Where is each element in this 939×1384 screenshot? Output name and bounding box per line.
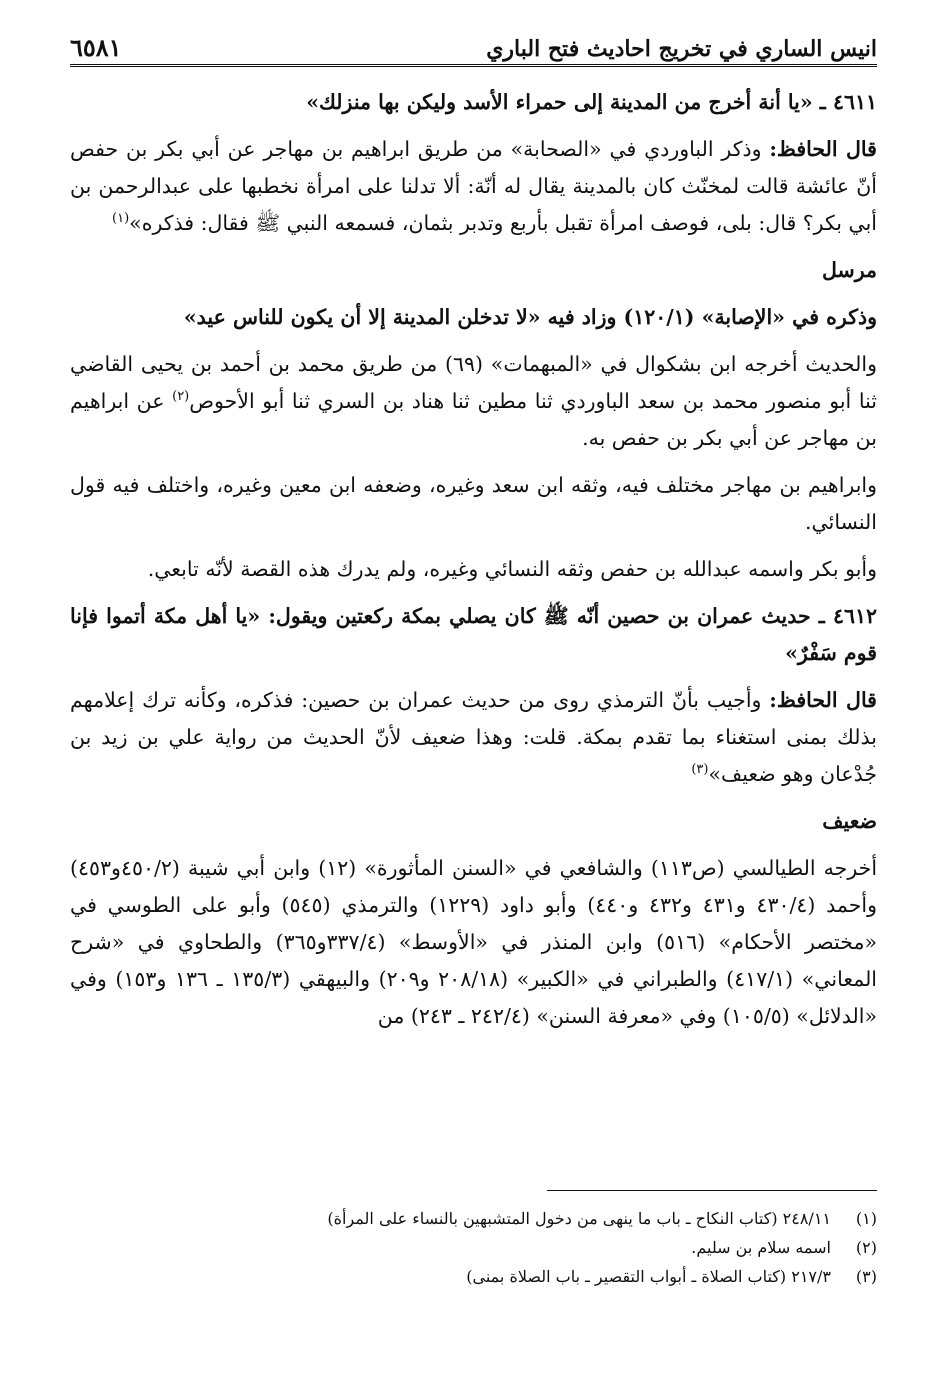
footnote-ref: (٣) bbox=[691, 762, 709, 778]
footnote-text: ٢٤٨/١١ (كتاب النكاح ـ باب ما ينهى من دخول المتشبهين بالنساء على المرأة) bbox=[327, 1209, 831, 1228]
footnote-item bbox=[70, 1262, 877, 1291]
hafiz-label: قال الحافظ: bbox=[769, 688, 877, 712]
footnote-item bbox=[70, 1233, 877, 1262]
paragraph-text: وأجيب بأنّ الترمذي روى من حديث عمران بن حصين: فذكره، وكأنه ترك إعلامهم بذلك بمنى استغناء بما تقدم بمكة. قلت: وهذا ضعيف لأنّ الحديث من رواية علي بن زيد بن جُدْعان وهو ضعيف» bbox=[70, 688, 877, 786]
footnote-number: (٣) bbox=[855, 1267, 877, 1286]
hafiz-label: قال الحافظ: bbox=[769, 137, 877, 161]
paragraph: أخرجه الطيالسي (ص١١٣) والشافعي في «السنن المأثورة» (١٢) وابن أبي شيبة (٤٥٠/٢و٤٥٣) وأحمد (٤٣٠/٤ و٤٣١ و٤٣٢ و٤٤٠) وأبو داود (١٢٢٩) والترمذي (٥٤٥) وأبو على الطوسي في «مختصر الأحكام» (٥١٦) وابن المنذر في «الأوسط» (٣٣٧/٤و٣٦٥) والطحاوي في «شرح المعاني» (٤١٧/١) والطبراني في «الكبير» (٢٠٨/١٨ و٢٠٩) والبيهقي (١٣٥/٣ ـ ١٣٦ و١٥٣) وفي «الدلائل» (١٠٥/٥) وفي «معرفة السنن» (٢٤٢/٤ ـ ٢٤٣) من bbox=[70, 856, 878, 1028]
main-text bbox=[70, 84, 877, 1045]
footnote-number: (١) bbox=[855, 1209, 877, 1228]
footnote-text: اسمه سلام بن سليم. bbox=[691, 1238, 831, 1257]
paragraph-text: وذكر الباوردي في «الصحابة» من طريق ابراهيم بن مهاجر عن أبي بكر بن حفص أنّ عائشة قالت لمخنّث كان بالمدينة يقال له أنّة: ألا تدلنا على امرأة نخطبها على عبدالرحمن بن أبي بكر؟ قال: بلى، فوصف امرأة تقبل بأربع وتدبر بثمان، فسمعه النبي ﷺ فقال: فذكره» bbox=[70, 137, 877, 235]
footnote-ref: (٢) bbox=[172, 389, 190, 405]
book-title: انيس الساري في تخريج احاديث فتح الباري bbox=[486, 36, 877, 62]
grade-heading: مرسل bbox=[822, 258, 877, 282]
footnote-ref: (١) bbox=[112, 211, 130, 227]
page-number: ٦٥٨١ bbox=[70, 33, 122, 62]
paragraph: وذكره في «الإصابة» (١٢٠/١) وزاد فيه «لا تدخلن المدينة إلا أن يكون للناس عيد» bbox=[183, 305, 877, 329]
paragraph bbox=[70, 682, 877, 793]
footnote-text: ٢١٧/٣ (كتاب الصلاة ـ أبواب التقصير ـ باب الصلاة بمنى) bbox=[466, 1267, 831, 1286]
paragraph bbox=[70, 131, 877, 242]
footnote-number: (٢) bbox=[855, 1238, 877, 1257]
grade-heading: ضعيف bbox=[822, 809, 877, 833]
paragraph: وابراهيم بن مهاجر مختلف فيه، وثقه ابن سعد وغيره، وضعفه ابن معين وغيره، واختلف فيه قول النسائي. bbox=[70, 473, 877, 534]
paragraph bbox=[70, 346, 877, 457]
footnote-separator bbox=[547, 1190, 877, 1191]
footnotes bbox=[70, 1204, 877, 1291]
hadith-heading-4611: ٤٦١١ ـ «يا أنة أخرج من المدينة إلى حمراء الأسد وليكن بها منزلك» bbox=[306, 90, 877, 114]
running-header bbox=[70, 26, 877, 62]
paragraph-text: عن ابراهيم بن مهاجر عن أبي بكر بن حفص به. bbox=[70, 389, 877, 450]
footnote-item bbox=[70, 1204, 877, 1233]
paragraph: وأبو بكر واسمه عبدالله بن حفص وثقه النسائي وغيره، ولم يدرك هذه القصة لأنّه تابعي. bbox=[147, 557, 877, 581]
paragraph-text: والحديث أخرجه ابن بشكوال في «المبهمات» (٦٩) من طريق محمد بن أحمد بن يحيى القاضي ثنا أبو منصور محمد بن سعد الباوردي ثنا مطين ثنا هناد بن السري ثنا أبو الأحوص bbox=[70, 352, 877, 413]
header-rule bbox=[70, 64, 877, 67]
hadith-heading-4612: ٤٦١٢ ـ حديث عمران بن حصين أنّه ﷺ كان يصلي بمكة ركعتين ويقول: «يا أهل مكة أتموا فإنا قوم سَفْرٌ» bbox=[70, 604, 877, 665]
